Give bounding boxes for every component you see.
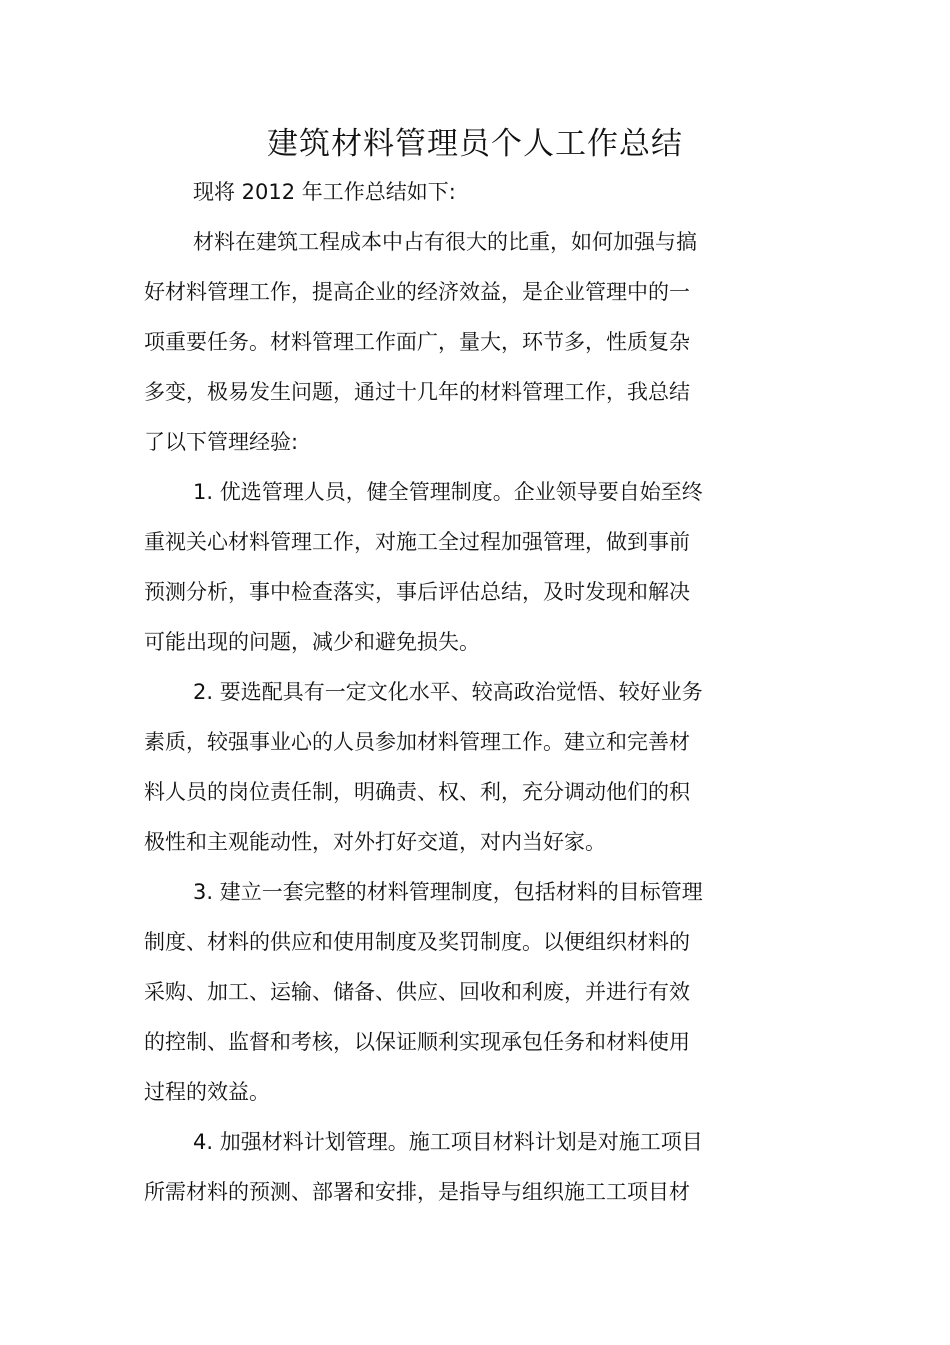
paragraph-line: 好材料管理工作，提高企业的经济效益，是企业管理中的一: [144, 280, 690, 304]
paragraph-line: 多变，极易发生问题，通过十几年的材料管理工作，我总结: [144, 380, 690, 404]
paragraph-line: 的控制、监督和考核，以保证顺利实现承包任务和材料使用: [144, 1030, 690, 1054]
paragraph-line: 极性和主观能动性，对外打好交道，对内当好家。: [144, 830, 606, 854]
paragraph-line: 预测分析，事中检查落实，事后评估总结，及时发现和解决: [144, 580, 690, 604]
paragraph-line: 1. 优选管理人员，健全管理制度。企业领导要自始至终: [193, 480, 703, 504]
paragraph-line: 2. 要选配具有一定文化水平、较高政治觉悟、较好业务: [193, 680, 703, 704]
intro-line: 现将 2012 年工作总结如下:: [193, 180, 456, 204]
paragraph-line: 料人员的岗位责任制，明确责、权、利，充分调动他们的积: [144, 780, 690, 804]
paragraph-line: 所需材料的预测、部署和安排，是指导与组织施工工项目材: [144, 1180, 690, 1204]
paragraph-line: 了以下管理经验:: [144, 430, 299, 454]
paragraph-line: 过程的效益。: [144, 1080, 270, 1104]
document-title: 建筑材料管理员个人工作总结: [267, 126, 683, 162]
paragraph-line: 可能出现的问题，减少和避免损失。: [144, 630, 480, 654]
paragraph-line: 3. 建立一套完整的材料管理制度，包括材料的目标管理: [193, 880, 703, 904]
paragraph-line: 采购、加工、运输、储备、供应、回收和利废，并进行有效: [144, 980, 690, 1004]
paragraph-line: 材料在建筑工程成本中占有很大的比重，如何加强与搞: [193, 230, 697, 254]
paragraph-line: 项重要任务。材料管理工作面广，量大，环节多，性质复杂: [144, 330, 690, 354]
paragraph-line: 素质，较强事业心的人员参加材料管理工作。建立和完善材: [144, 730, 690, 754]
paragraph-line: 重视关心材料管理工作，对施工全过程加强管理，做到事前: [144, 530, 690, 554]
paragraph-line: 4. 加强材料计划管理。施工项目材料计划是对施工项目: [193, 1130, 703, 1154]
paragraph-line: 制度、材料的供应和使用制度及奖罚制度。以便组织材料的: [144, 930, 690, 954]
